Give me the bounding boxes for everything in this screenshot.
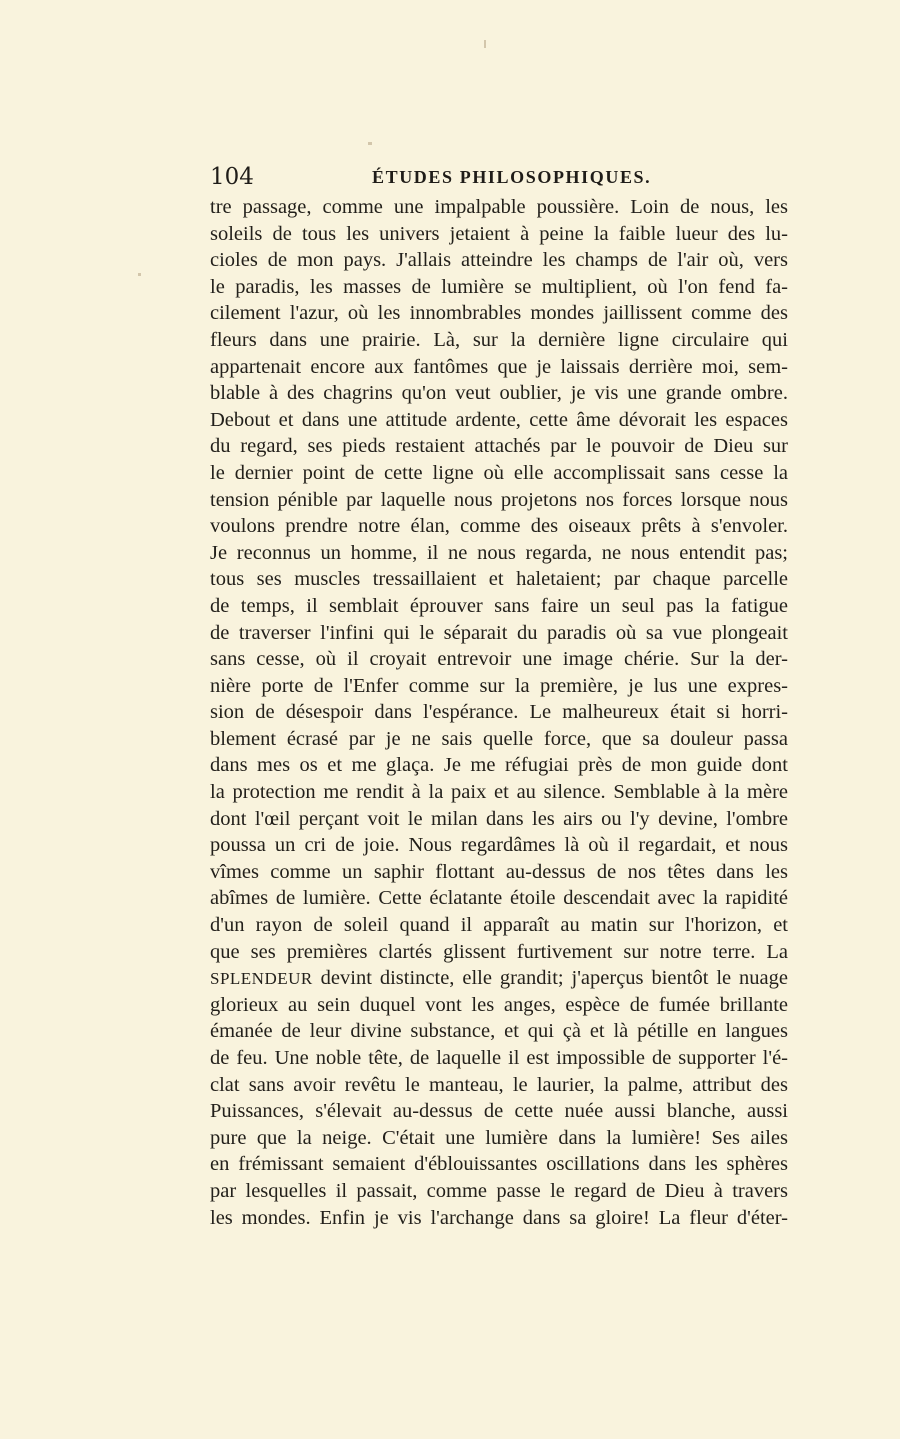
text-line: cioles de mon pays. J'allais atteindre les champs de l'air où, vers [210,249,788,272]
page-number: 104 [210,164,254,190]
paper-speck [368,142,372,145]
text-line: fleurs dans une prairie. Là, sur la dernière ligne circulaire qui [210,328,788,351]
paper-speck [484,40,486,48]
text-line: pure que la neige. C'était une lumière dans la lumière! Ses ailes [210,1126,788,1149]
text-line: que ses premières clartés glissent furtivement sur notre terre. La [210,940,788,963]
text-line: glorieux au sein duquel vont les anges, espèce de fumée brillante [210,993,788,1016]
text-line: en frémissant semaient d'éblouissantes oscillations dans les sphères [210,1153,788,1176]
text-line: dont l'œil perçant voit le milan dans les airs ou l'y devine, l'ombre [210,807,788,830]
text-line: de traverser l'infini qui le séparait du paradis où sa vue plongeait [210,621,788,644]
text-line: le dernier point de cette ligne où elle accomplissait sans cesse la [210,461,788,484]
text-line: vîmes comme un saphir flottant au-dessus de nos têtes dans les [210,860,788,883]
text-line: émanée de leur divine substance, et qui çà et là pétille en langues [210,1020,788,1043]
text-line: les mondes. Enfin je vis l'archange dans sa gloire! La fleur d'éter- [210,1206,788,1229]
paper-speck [138,273,141,276]
text-line: clat sans avoir revêtu le manteau, le laurier, la palme, attribut des [210,1073,788,1096]
text-line: du regard, ses pieds restaient attachés par le pouvoir de Dieu sur [210,435,788,458]
page-header [210,160,788,194]
text-line: Je reconnus un homme, il ne nous regarda, ne nous entendit pas; [210,541,788,564]
text-line: blable à des chagrins qu'on veut oublier, je vis une grande ombre. [210,382,788,405]
text-line: d'un rayon de soleil quand il apparaît au matin sur l'horizon, et [210,914,788,937]
text-line: abîmes de lumière. Cette éclatante étoile descendait avec la rapidité [210,887,788,910]
text-line: voulons prendre notre élan, comme des oiseaux prêts à s'envoler. [210,515,788,538]
text-line-splendeur [210,965,788,992]
text-line: par lesquelles il passait, comme passe le regard de Dieu à travers [210,1179,788,1202]
text-line: tre passage, comme une impalpable poussière. Loin de nous, les [210,196,788,218]
running-title: ÉTUDES PHILOSOPHIQUES. [372,167,652,187]
text-line: Puissances, s'élevait au-dessus de cette nuée aussi blanche, aussi [210,1100,788,1123]
text-line: poussa un cri de joie. Nous regardâmes là où il regardait, et nous [210,834,788,857]
text-line: cilement l'azur, où les innombrables mondes jaillissent comme des [210,302,788,325]
text-line: appartenait encore aux fantômes que je laissais derrière moi, sem- [210,355,788,378]
text-line: soleils de tous les univers jetaient à peine la faible lueur des lu- [210,222,788,245]
text-line: la protection me rendit à la paix et au silence. Semblable à la mère [210,781,788,804]
text-line: nière porte de l'Enfer comme sur la première, je lus une expres- [210,674,788,697]
body-text [210,194,788,1231]
text-line: tous ses muscles tressaillaient et haletaient; par chaque parcelle [210,568,788,591]
text-line: tension pénible par laquelle nous projetons nos forces lorsque nous [210,488,788,511]
text-line: dans mes os et me glaça. Je me réfugiai près de mon guide dont [210,754,788,777]
text-line-rest: devint distincte, elle grandit; j'aperçus bientôt le nuage [312,967,788,990]
text-line: de temps, il semblait éprouver sans faire un seul pas la fatigue [210,594,788,617]
text-line: sion de désespoir dans l'espérance. Le malheureux était si horri- [210,701,788,724]
text-line: sans cesse, où il croyait entrevoir une image chérie. Sur la der- [210,648,788,671]
smallcaps-word: SPLENDEUR [210,969,313,989]
text-line: de feu. Une noble tête, de laquelle il est impossible de supporter l'é- [210,1047,788,1069]
text-line: le paradis, les masses de lumière se multiplient, où l'on fend fa- [210,275,788,298]
text-line: Debout et dans une attitude ardente, cette âme dévorait les espaces [210,408,788,431]
text-line: blement écrasé par je ne sais quelle force, que sa douleur passa [210,727,788,750]
